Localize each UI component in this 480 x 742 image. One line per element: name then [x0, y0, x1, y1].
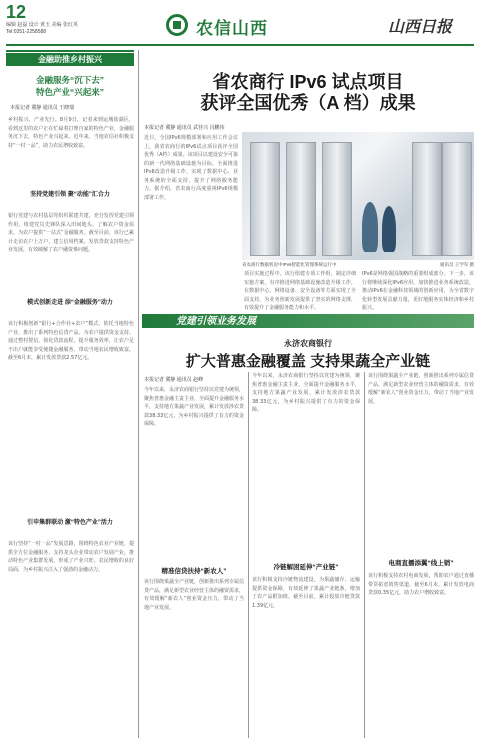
staff-figure — [382, 206, 396, 252]
section-pretitle: 永济农商银行 — [284, 339, 332, 348]
section-body-3: 该行积极支持农村电商发展，帮助农户通过直播带货拓宽销售渠道，截至6月末，累计发放电商贷款0.35亿元，助力农户增收致富。 — [368, 573, 474, 596]
section-byline: 本报记者 冀静 通讯员 赵峰 — [144, 377, 204, 383]
main-headline-line-2: 获评全国优秀（A 档）成果 — [200, 93, 416, 113]
main-headline — [142, 72, 474, 114]
section-divider-2 — [364, 372, 365, 738]
header-rule — [6, 44, 474, 46]
left-byline: 本报记者 冀静 通讯员 王晓瑞 — [10, 105, 75, 111]
left-sub-1: 坚持党建引领 聚“动能”汇合力 — [30, 192, 110, 198]
section-body-mid: 今年以来，永济农商银行坚持以党建为统领，聚焦普惠金融主责主业，全面提升金融服务水平，支持地方果蔬产业发展，累计发放涉农贷款38.33亿元，为乡村振兴提供了有力的资金保障。 — [252, 373, 360, 413]
section-band-label: 党建引领业务发展 — [176, 316, 256, 327]
left-intro: 乡村振兴，产业先行。8月9日，记者来到运城盐湖区，看到这里的农户正在忙碌着打理自家的特色产业，金融服务沉下去，特色产业兴起来。近年来，当地农信社积极支持“一村一品”，助力农民增收致富。 — [8, 117, 134, 149]
column-divider — [138, 50, 139, 738]
main-body-right: IPv6是网络强国战略的重要组成部分。下一步，该行将继续深化IPv6应用，加快推进业务系统改造，推动IPv6在金融科技领域的创新应用，为全省数字化转型发展贡献力量，更好地服务实体经济和乡村振兴。 — [362, 271, 474, 310]
section-sub-2: 冷链解困延伸“产业链” — [273, 564, 339, 571]
main-body-mid: 项目实施过程中，该行组建专项工作组，制定详细实施方案，有序推进网络基础设施改造升级工作，在数据中心、网络设备、安全设备等方面实现了全面支持，为业务创新发展提供了坚实的网络支撑，有效提升了金融服务能力和水平。 — [244, 271, 356, 310]
main-body-left: 近日，全国IPv6规模部署和应用工作会议上，我省农商行的IPv6试点项目获评全国优秀（A档）成果。该项目以建设安全可靠的新一代网络基础设施为目标，全面推进IPv6改造升级工作，实现了数据中心、业务系统的全面支持，提升了网络服务能力。据介绍，省农商行高度重视IPv6规模部署工作。 — [144, 135, 238, 201]
section-sub-1: 精准信贷扶持“新农人” — [161, 568, 227, 575]
left-body-1: 银行党建与农村基层党组织联建共建，充分发挥党建引领作用，组建党员先锋队深入田间地头，了解农户资金需求，为农户提供“一站式”金融服务。截至目前，该行已累计走访农户上万户，建立信用档案，发放贷款支持特色产业发展，有效破解了农户融资难问题。 — [8, 213, 134, 253]
left-headline-1: 金融服务“沉下去” — [35, 75, 104, 85]
section-sub-3: 电商直播添翼“线上销” — [388, 560, 454, 567]
left-sub-2: 模式创新走进 添“金融服务”动力 — [27, 300, 113, 306]
section-intro: 今年以来，永济农商银行坚持以党建为统领，聚焦普惠金融主责主业，全面提升金融服务水平，支持地方果蔬产业发展，累计发放涉农贷款38.33亿元，为乡村振兴提供了有力的资金保障。 — [144, 387, 244, 427]
main-byline: 本报记者 冀静 通讯员 武佳兴 闫鹏伟 — [144, 125, 225, 131]
staff-figure — [362, 202, 378, 252]
section-title: 农信山西 — [196, 19, 268, 38]
section-headline: 扩大普惠金融覆盖 支持果蔬全产业链 — [185, 353, 431, 370]
left-body-3: 该行坚持“一村一品”发展思路，围绕特色农业产业链，提供全方位金融服务，支持龙头企业带动农户发展产业，推动特色产业集群发展，形成了产业兴旺、农民增收的良好局面，为乡村振兴注入了强劲的金融动力。 — [8, 541, 134, 573]
data-center-photo — [242, 132, 474, 260]
logo-icon-core — [173, 21, 181, 29]
left-headline-2: 特色产业“兴起来” — [35, 87, 104, 97]
main-headline-line-1: 省农商行 IPv6 试点项目 — [212, 72, 404, 92]
header-phone: Tel:0351-2258588 — [6, 28, 47, 35]
section-body-1: 该行围绕果蔬全产业链，创新推出系列专属信贷产品，满足新型农业经营主体的融资需求，有效缓解“新农人”创业资金压力，带动了当地产业发展。 — [144, 579, 244, 611]
header-editors: 编辑 赵磊 设计 黄玉 美编 张红英 — [6, 22, 78, 28]
header-meta — [6, 22, 134, 35]
page-number: 12 — [6, 2, 27, 22]
photo-credit: 通讯员 王学军 摄 — [440, 262, 474, 267]
photo-caption-text: 省农商行数据机房中IPv6智能化管理系统运行中 — [242, 262, 337, 267]
section-divider-1 — [248, 372, 249, 738]
masthead: 山西日报 — [388, 17, 453, 36]
photo-caption — [242, 262, 474, 268]
left-sub-3: 引申集群联动 激“特色产业”活力 — [27, 520, 113, 526]
column-top-rule — [6, 50, 134, 52]
left-body-2: 该行积极创新“银行+合作社+农户”模式，依托当地特色产业，推出了系列特色信贷产品，为农户提供资金支持。通过整村授信，简化贷款流程，提升服务效率，让农户足不出户就能享受便捷金融服务，带动当地农民增收致富。截至6月末，累计发放贷款2.57亿元。 — [8, 321, 134, 361]
section-body-right: 该行围绕果蔬全产业链，创新推出系列专属信贷产品，满足新型农业经营主体的融资需求，有效缓解“新农人”创业资金压力，带动了当地产业发展。 — [368, 373, 474, 405]
section-body-2: 该行积极支持冷链物流建设，为果蔬储存、运输提供资金保障，有效延伸了果蔬产业链条，增加了农产品附加值。截至目前，累计投放冷链贷款1.39亿元。 — [252, 577, 360, 609]
column-banner: 金融助推乡村振兴 — [6, 53, 134, 66]
